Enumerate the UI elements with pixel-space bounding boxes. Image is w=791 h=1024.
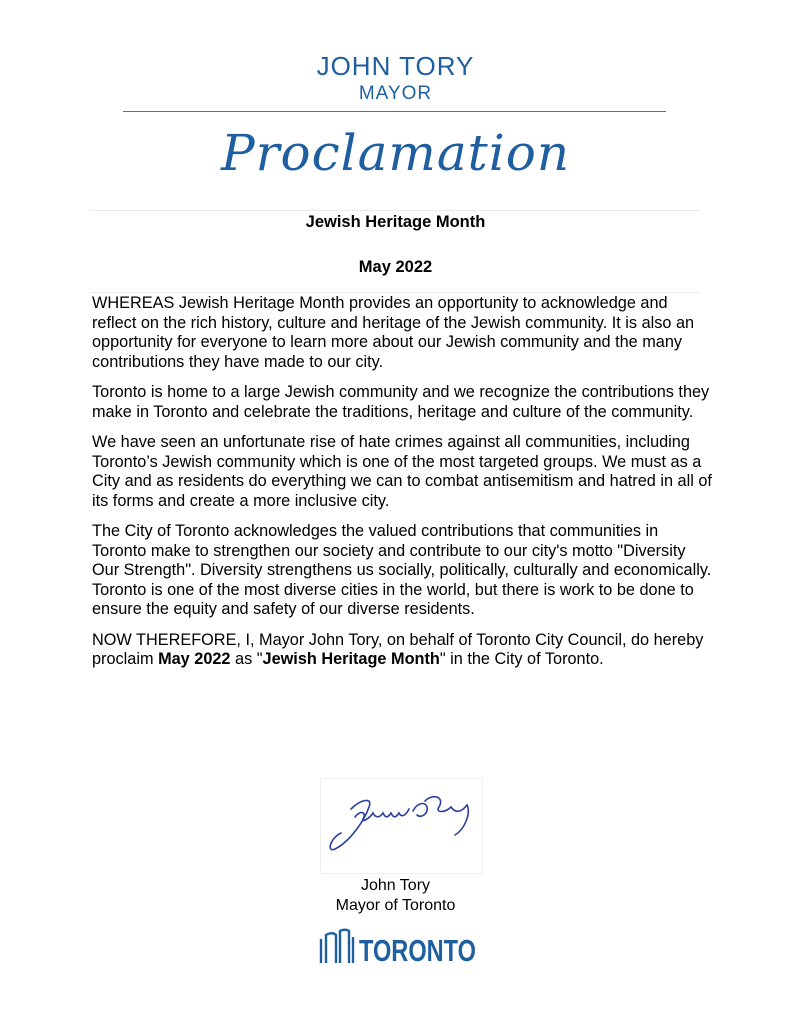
- paragraph: We have seen an unfortunate rise of hate crimes against all communities, including Toronto’s Jewish community which is one of the most targeted groups. We must as a City and as residents do everything we can to combat antisemitism and hatred in all of its forms and create a more inclusive city.: [92, 433, 712, 510]
- document-body: [92, 294, 712, 681]
- closing-month-name: Jewish Heritage Month: [262, 650, 440, 668]
- closing-text: " in the City of Toronto.: [439, 650, 604, 668]
- signer-title: Mayor of Toronto: [335, 897, 456, 914]
- mayor-title: MAYOR: [358, 83, 433, 104]
- document-title: Jewish Heritage Month: [305, 213, 486, 231]
- document-date: May 2022: [358, 258, 433, 276]
- closing-paragraph: [92, 631, 712, 670]
- closing-text: NOW THEREFORE, I, Mayor John Tory, on behalf of Toronto City Council, do hereby proclaim: [92, 630, 704, 668]
- proclamation-heading: Proclamation: [220, 124, 571, 182]
- header-divider: [123, 111, 666, 112]
- closing-text: as ": [230, 650, 263, 668]
- signature-image: [320, 778, 483, 874]
- paragraph: WHEREAS Jewish Heritage Month provides an opportunity to acknowledge and reflect on the rich history, culture and heritage of the Jewish community. It is also an opportunity for everyone to learn more about our Jewish community and the many contributions they have made to our city.: [92, 294, 695, 371]
- toronto-logo: [318, 925, 478, 968]
- toronto-logo-mark: [318, 925, 478, 968]
- mayor-name: JOHN TORY: [316, 51, 475, 81]
- divider-top: [90, 210, 701, 211]
- divider-body: [90, 292, 701, 293]
- paragraph: Toronto is home to a large Jewish community and we recognize the contributions they make in Toronto and celebrate the traditions, heritage and culture of the community.: [92, 383, 710, 421]
- toronto-logo-wordmark: TORONTO: [359, 933, 476, 968]
- handwritten-signature: [321, 779, 482, 873]
- closing-date: May 2022: [158, 650, 231, 668]
- paragraph: The City of Toronto acknowledges the valued contributions that communities in Toronto make to strengthen our society and contribute to our city's motto "Diversity Our Strength". Diversity strengthens us socially, politically, culturally and economically. Toronto is one of the most diverse cities in the world, but there is work to be done to ensure the equity and safety of our diverse residents.: [92, 522, 712, 618]
- signer-name: John Tory: [360, 877, 431, 894]
